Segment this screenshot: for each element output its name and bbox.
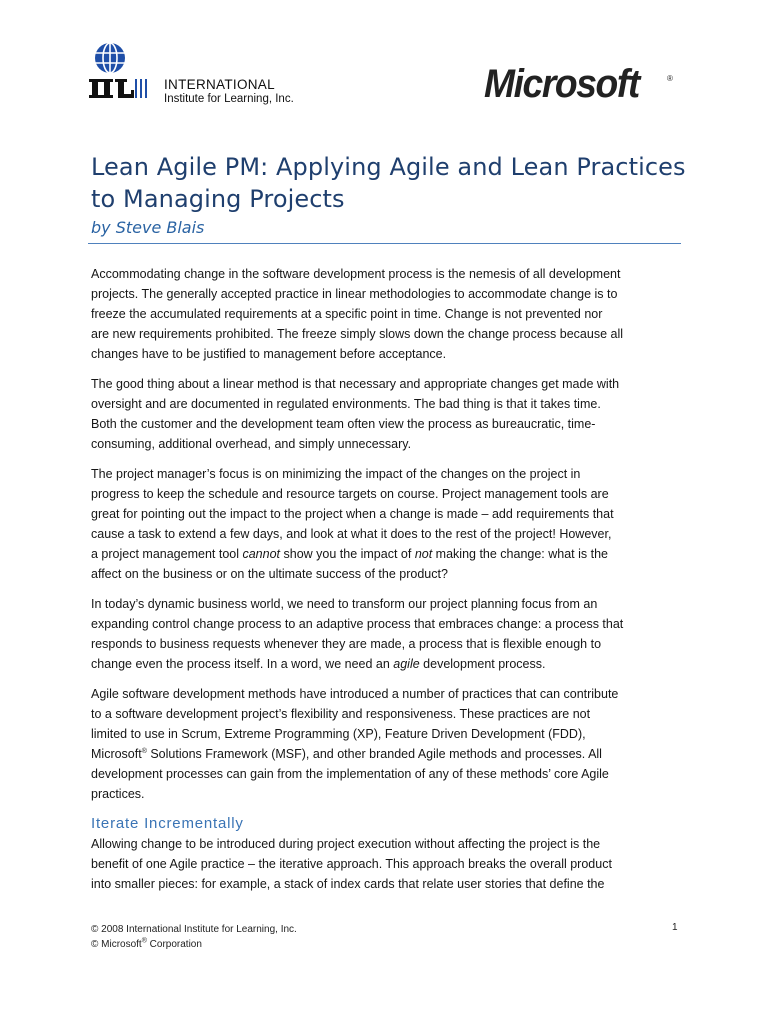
- paragraph-1: [91, 264, 687, 364]
- text-line: affect on the business or on the ultimate success of the product?: [91, 567, 448, 581]
- emphasis-agile: agile: [393, 657, 420, 671]
- text-line: limited to use in Scrum, Extreme Programming (XP), Feature Driven Development (FDD),: [91, 727, 586, 741]
- iil-subtitle: Institute for Learning, Inc.: [164, 93, 294, 105]
- paragraph-4: [91, 594, 687, 674]
- text-run: Solutions Framework (MSF), and other branded Agile methods and processes. All: [146, 747, 602, 761]
- text-line: [91, 654, 687, 674]
- section-paragraph: [91, 834, 687, 894]
- iil-name: INTERNATIONAL: [164, 77, 275, 92]
- text-run: development process.: [419, 657, 546, 671]
- page-number: 1: [672, 922, 678, 933]
- text-line: consuming, additional overhead, and simply unnecessary.: [91, 437, 412, 451]
- text-line: [91, 544, 687, 564]
- globe-icon: [88, 40, 160, 104]
- text-line: Both the customer and the development team often view the process as bureaucratic, time-: [91, 417, 596, 431]
- text-run: making the change: what is the: [432, 547, 609, 561]
- document-author: by Steve Blais: [91, 218, 205, 237]
- text-line: cause a task to extend a few days, and look at what it does to the rest of the project! However,: [91, 527, 612, 541]
- text-line: are new requirements prohibited. The freeze simply slows down the change process because all: [91, 327, 624, 341]
- text-run: Microsoft: [91, 747, 142, 761]
- text-line: The good thing about a linear method is that necessary and appropriate changes get made with: [91, 377, 620, 391]
- text-line: [91, 744, 687, 764]
- paragraph-2: [91, 374, 687, 454]
- text-line: benefit of one Agile practice – the iterative approach. This approach breaks the overall product: [91, 857, 612, 871]
- paragraph-5: [91, 684, 687, 804]
- text-line: oversight and are documented in regulated environments. The bad thing is that it takes time.: [91, 397, 601, 411]
- text-line: changes have to be justified to management before acceptance.: [91, 347, 447, 361]
- text-line: In today’s dynamic business world, we need to transform our project planning focus from an: [91, 597, 598, 611]
- title-divider: [88, 243, 681, 244]
- footer-copyright-iil: © 2008 International Institute for Learning, Inc.: [91, 924, 297, 935]
- text-line: expanding control change process to an adaptive process that embraces change: a process that: [91, 617, 624, 631]
- text-run: show you the impact of: [280, 547, 415, 561]
- text-line: freeze the accumulated requirements at a specific point in time. Change is not prevented nor: [91, 307, 603, 321]
- microsoft-logo-registered: ®: [667, 74, 673, 83]
- microsoft-logo: Microsoft: [484, 62, 639, 106]
- text-line: into smaller pieces: for example, a stack of index cards that relate user stories that define the: [91, 877, 605, 891]
- text-line: progress to keep the schedule and resource targets on course. Project management tools are: [91, 487, 609, 501]
- text-line: Allowing change to be introduced during project execution without affecting the project is the: [91, 837, 601, 851]
- registered-mark: ®: [141, 747, 147, 755]
- text-line: projects. The generally accepted practice in linear methodologies to accommodate change is to: [91, 287, 618, 301]
- text-line: Agile software development methods have introduced a number of practices that can contribute: [91, 687, 619, 701]
- text-line: great for pointing out the impact to the project when a change is made – add requirements that: [91, 507, 614, 521]
- registered-mark: ®: [141, 937, 147, 945]
- emphasis-cannot: cannot: [242, 547, 281, 561]
- text-run: a project management tool: [91, 547, 243, 561]
- footer-copyright-microsoft: [91, 937, 681, 952]
- text-run: Corporation: [146, 939, 202, 950]
- text-line: practices.: [91, 787, 145, 801]
- text-line: The project manager’s focus is on minimizing the impact of the changes on the project in: [91, 467, 581, 481]
- paragraph-3: [91, 464, 687, 584]
- text-line: responds to business requests whenever they are made, a process that is flexible enough to: [91, 637, 602, 651]
- page-footer: [91, 922, 681, 952]
- text-line: development processes can gain from the implementation of any of these methods’ core Agile: [91, 767, 609, 781]
- text-line: Accommodating change in the software development process is the nemesis of all development: [91, 267, 621, 281]
- document-title: Lean Agile PM: Applying Agile and Lean Practices to Managing Projects: [91, 153, 686, 213]
- text-run: change even the process itself. In a word, we need an: [91, 657, 394, 671]
- iil-logo: [88, 40, 328, 110]
- text-line: to a software development project’s flexibility and responsiveness. These practices are not: [91, 707, 591, 721]
- text-run: © Microsoft: [91, 939, 142, 950]
- emphasis-not: not: [414, 547, 433, 561]
- section-heading: Iterate Incrementally: [91, 815, 244, 832]
- document-body: [91, 264, 687, 904]
